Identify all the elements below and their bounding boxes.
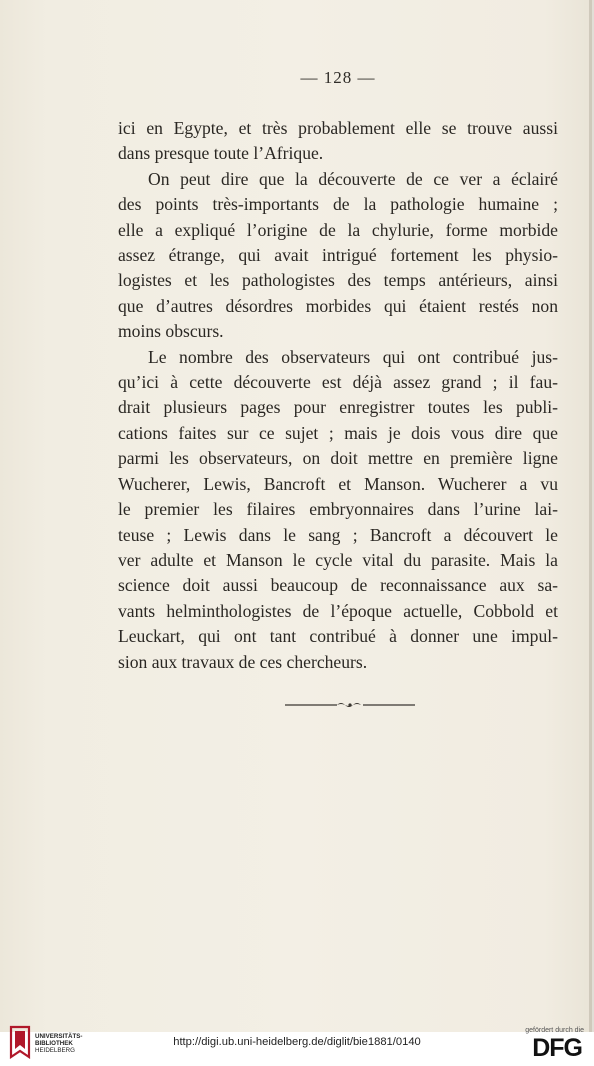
paragraph-1: [118, 116, 558, 167]
text-line: ver adulte et Manson le cycle vital du parasite. Mais la: [118, 549, 558, 570]
paragraph-2: [118, 167, 558, 345]
body-text: [118, 116, 558, 675]
source-url-link[interactable]: http://digi.ub.uni-heidelberg.de/diglit/bie1881/0140: [173, 1036, 421, 1048]
text-line: ici en Egypte, et très probablement elle se trouve aussi: [118, 118, 558, 138]
text-line: teuse ; Lewis dans le sang ; Bancroft a découvert le: [118, 524, 558, 545]
text-line: parmi les observateurs, on doit mettre en première ligne: [118, 448, 558, 469]
text-line: sion aux travaux de ces chercheurs.: [118, 651, 368, 672]
text-line: dans presque toute l’Afrique.: [118, 143, 324, 164]
page-edge: [589, 0, 592, 1032]
dfg-logo: DFG: [532, 1034, 582, 1062]
paragraph-3: [118, 345, 558, 675]
text-line: Leuckart, qui ont tant contribué à donner une impul-: [118, 626, 558, 647]
page-number: — 128 —: [300, 68, 376, 87]
text-line: On peut dire que la découverte de ce ver a éclairé: [148, 168, 558, 189]
library-name-line: BIBLIOTHEK: [35, 1040, 73, 1047]
fleuron-divider: [285, 700, 415, 710]
text-line: moins obscurs.: [118, 321, 224, 342]
text-line: elle a expliqué l’origine de la chylurie, forme morbide: [118, 219, 558, 240]
text-line: qu’ici à cette découverte est déjà assez grand ; il fau-: [118, 372, 558, 393]
text-line: vants helminthologistes de l’époque actuelle, Cobbold et: [118, 600, 558, 621]
text-line: Le nombre des observateurs qui ont contribué jus-: [148, 346, 558, 367]
text-line: que d’autres désordres morbides qui étaient restés non: [118, 295, 558, 316]
text-line: cations faites sur ce sujet ; mais je dois vous dire que: [118, 422, 558, 443]
text-line: assez étrange, qui avait intrigué fortement les physio-: [118, 245, 558, 266]
text-line: drait plusieurs pages pour enregistrer toutes les publi-: [118, 397, 558, 418]
text-line: Wucherer, Lewis, Bancroft et Manson. Wucherer a vu: [118, 473, 558, 494]
library-name-line: UNIVERSITÄTS-: [35, 1033, 83, 1040]
text-line: science doit aussi beaucoup de reconnaissance aux sa-: [118, 575, 558, 596]
funding-label: gefördert durch die: [525, 1027, 584, 1034]
library-name-line: HEIDELBERG: [35, 1047, 75, 1054]
text-line: le premier les filaires embryonnaires dans l’urine lai-: [118, 499, 558, 520]
text-line: logistes et les pathologistes des temps antérieurs, ainsi: [118, 270, 558, 291]
text-line: des points très-importants de la pathologie humaine ;: [118, 194, 558, 215]
